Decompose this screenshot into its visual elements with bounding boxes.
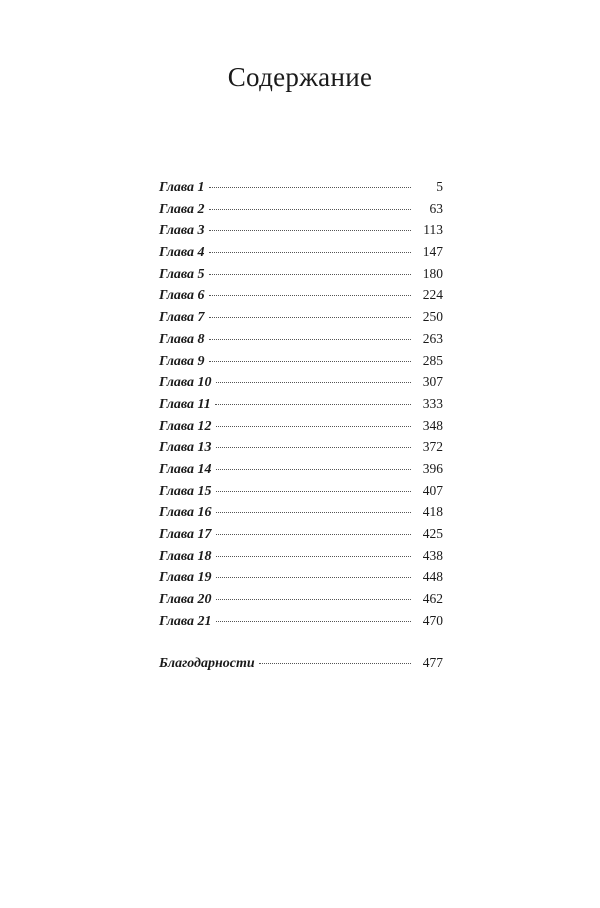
toc-entry-page: 147 (422, 244, 443, 260)
toc-entry[interactable] (159, 350, 443, 372)
toc-entry[interactable] (159, 393, 443, 415)
dot-leader (209, 252, 411, 253)
toc-entry[interactable] (159, 501, 443, 523)
toc-entry-page: 425 (422, 526, 443, 541)
toc-entry-label: Глава 7 (159, 310, 205, 326)
dot-leader (216, 577, 411, 578)
toc-entry[interactable] (159, 480, 443, 502)
toc-entry-page: 462 (422, 591, 443, 607)
toc-entry-label: Глава 15 (159, 483, 212, 499)
toc-entry-page: 333 (422, 395, 443, 411)
toc-entry-label: Глава 19 (159, 570, 212, 586)
dot-leader (216, 599, 411, 600)
toc-entry-label: Глава 20 (159, 592, 212, 608)
toc-entry-page: 372 (422, 439, 443, 455)
toc-entry-label: Глава 5 (159, 266, 205, 282)
dot-leader (216, 621, 411, 622)
toc-entry[interactable] (159, 284, 443, 306)
toc-entry[interactable] (159, 545, 443, 567)
toc-entry[interactable] (159, 436, 443, 458)
toc-entry-label: Глава 10 (159, 375, 212, 391)
toc-entry[interactable] (159, 610, 443, 632)
dot-leader (216, 534, 411, 535)
dot-leader (209, 361, 411, 362)
toc-entry[interactable] (159, 198, 443, 220)
toc-entry-page: 470 (422, 612, 443, 628)
toc-entry[interactable] (159, 371, 443, 393)
table-of-contents (159, 176, 443, 674)
toc-entry[interactable] (159, 219, 443, 241)
toc-entry-label: Глава 12 (159, 418, 212, 434)
toc-entry[interactable] (159, 176, 443, 198)
toc-entry-acknowledgements[interactable] (159, 652, 443, 674)
toc-entry-page: 438 (422, 547, 443, 563)
toc-entry-page: 477 (422, 655, 443, 671)
toc-entry[interactable] (159, 306, 443, 328)
toc-entry[interactable] (159, 523, 443, 545)
dot-leader (209, 230, 411, 231)
toc-entry-page: 113 (423, 222, 443, 238)
toc-entry-page: 348 (422, 417, 443, 433)
toc-entry[interactable] (159, 458, 443, 480)
dot-leader (216, 512, 411, 513)
toc-entry-page: 5 (436, 179, 443, 194)
dot-leader (216, 556, 411, 557)
dot-leader (209, 209, 411, 210)
dot-leader (209, 274, 411, 275)
toc-entry-label: Глава 11 (159, 396, 211, 412)
toc-entry-page: 63 (429, 200, 443, 216)
toc-entry-page: 396 (422, 460, 443, 476)
dot-leader (216, 469, 411, 470)
toc-entry-page: 180 (422, 265, 443, 281)
toc-entry-page: 224 (422, 287, 443, 303)
toc-entry-page: 263 (422, 330, 443, 346)
toc-entry[interactable] (159, 566, 443, 588)
toc-entry[interactable] (159, 263, 443, 285)
dot-leader (209, 339, 411, 340)
toc-entry-label: Глава 6 (159, 288, 205, 304)
dot-leader (215, 404, 411, 405)
toc-entry-label: Глава 18 (159, 548, 212, 564)
toc-entry-label: Глава 9 (159, 353, 205, 369)
toc-entry-page: 250 (422, 309, 443, 325)
toc-entry-label: Глава 4 (159, 245, 205, 261)
toc-entry-page: 307 (422, 374, 443, 390)
toc-entry[interactable] (159, 241, 443, 263)
toc-entry-label: Глава 21 (159, 613, 212, 629)
toc-entry-label: Глава 1 (159, 180, 205, 195)
toc-entry[interactable] (159, 588, 443, 610)
toc-entry-page: 448 (422, 569, 443, 585)
dot-leader (209, 317, 411, 318)
toc-entry-page: 407 (422, 482, 443, 498)
toc-entry-label: Глава 8 (159, 331, 205, 347)
dot-leader (259, 663, 411, 664)
toc-entry-page: 418 (422, 504, 443, 520)
dot-leader (216, 382, 411, 383)
toc-entry[interactable] (159, 328, 443, 350)
toc-entry-label: Глава 3 (159, 223, 205, 239)
toc-entry-label: Благодарности (159, 656, 255, 672)
dot-leader (209, 295, 411, 296)
dot-leader (216, 426, 411, 427)
toc-entry-page: 285 (422, 352, 443, 368)
dot-leader (216, 447, 411, 448)
toc-entry[interactable] (159, 415, 443, 437)
toc-spacer (159, 631, 443, 652)
toc-entry-label: Глава 17 (159, 527, 212, 542)
toc-entry-label: Глава 2 (159, 201, 205, 217)
dot-leader (209, 187, 411, 188)
toc-entry-label: Глава 16 (159, 505, 212, 521)
toc-entry-label: Глава 14 (159, 461, 212, 477)
dot-leader (216, 491, 411, 492)
page-title: Содержание (227, 62, 373, 92)
toc-entry-label: Глава 13 (159, 440, 212, 456)
